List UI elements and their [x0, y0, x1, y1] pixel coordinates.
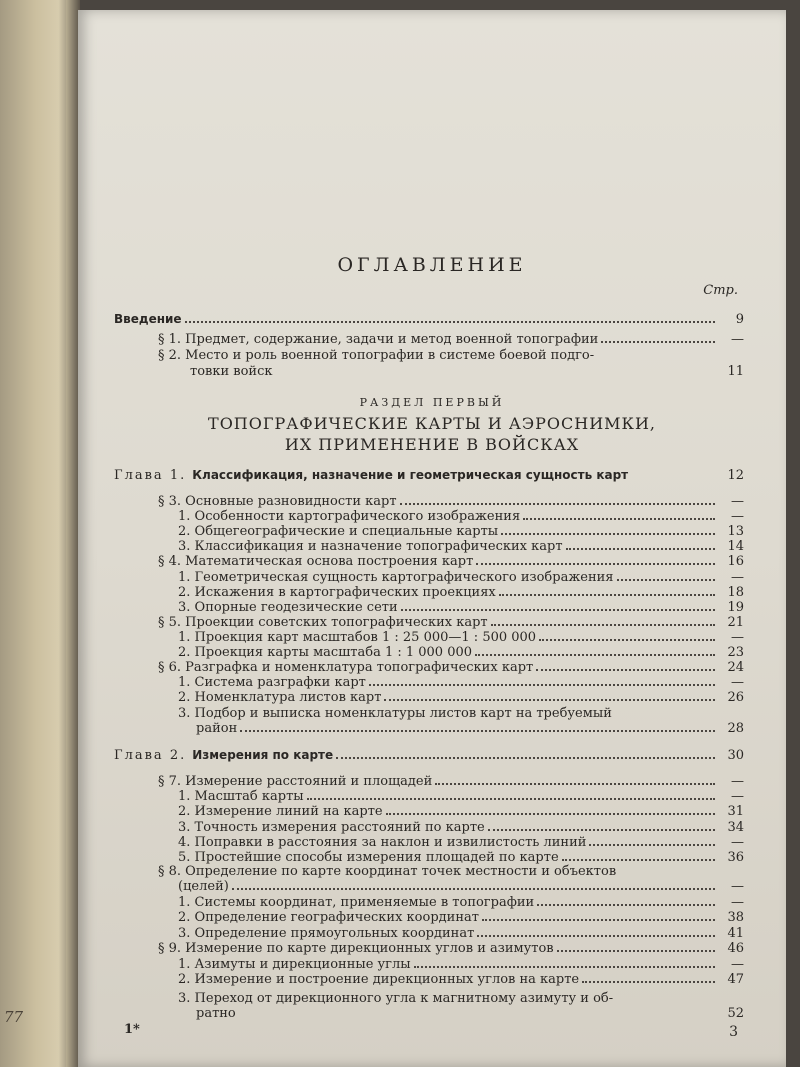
toc-entry-label: § 1. Предмет, содержание, задачи и метод военной топографии [158, 332, 599, 347]
toc-section-entry[interactable] [158, 942, 744, 956]
toc-entry-label: § 3. Основные разновидности карт [158, 494, 397, 509]
leader-dots [477, 934, 715, 937]
book-page [78, 10, 786, 1067]
toc-section-entry[interactable] [158, 661, 744, 675]
toc-page: — [731, 494, 744, 509]
section-title-line-1: ТОПОГРАФИЧЕСКИЕ КАРТЫ И АЭРОСНИМКИ, [208, 414, 656, 433]
toc-entry-label: 1. Масштаб карты [178, 789, 304, 805]
leader-dots [482, 918, 715, 921]
toc-subentry[interactable] [178, 836, 744, 850]
leader-dots [536, 668, 715, 671]
leader-dots [307, 797, 715, 800]
chapter-prefix: Глава 1. [114, 468, 187, 483]
toc-entry-label: 5. Простейшие способы измерения площадей по карте [178, 850, 559, 865]
toc-page: 34 [727, 819, 744, 835]
toc-page: — [731, 879, 744, 894]
leader-dots [539, 638, 715, 641]
toc-entry[interactable] [178, 880, 744, 894]
toc-subentry[interactable] [178, 927, 744, 941]
toc-section-entry[interactable] [158, 775, 744, 789]
toc-entry-label: 1. Системы координат, применяемые в топографии [178, 895, 535, 910]
toc-page: 38 [727, 910, 744, 926]
toc-entry-label: § 6. Разграфка и номенклатура топографических карт [158, 660, 534, 676]
toc-page: 23 [727, 645, 744, 660]
toc-entry-label: 1. Проекция карт масштабов 1 : 25 000—1 : 500 000 [178, 629, 537, 645]
toc-subentry[interactable] [178, 510, 744, 524]
toc-entry-label: 1. Азимуты и дирекционные углы [178, 956, 411, 972]
toc-entry-label: 2. Номенклатура листов карт [178, 690, 382, 706]
leader-dots [369, 683, 715, 686]
toc-page: 21 [727, 614, 744, 630]
toc-subentry[interactable] [178, 911, 744, 925]
toc-entry-continuation: район [196, 721, 238, 736]
section-title-line-2: ИХ ПРИМЕНЕНИЕ В ВОЙСКАХ [284, 435, 580, 454]
toc-page: — [731, 509, 744, 525]
toc-page: — [731, 332, 744, 347]
toc-subentry[interactable] [178, 691, 744, 705]
leader-dots [566, 547, 715, 550]
toc-page: 31 [727, 804, 744, 820]
toc-page: 26 [727, 690, 744, 706]
chapter-title: Классификация, назначение и геометрическая сущность карт [192, 468, 629, 482]
toc-subentry[interactable] [178, 821, 744, 835]
toc-page: 11 [727, 364, 744, 379]
toc-entry-label: 3. Опорные геодезические сети [178, 599, 398, 615]
toc-entry-label: 2. Проекция карты масштаба 1 : 1 000 000 [178, 645, 473, 660]
toc-entry-label: 2. Измерение линий на карте [178, 804, 383, 820]
toc-entry-label: 1. Система разграфки карт [178, 675, 366, 691]
toc-entry[interactable] [196, 1007, 744, 1021]
toc-page: 41 [727, 925, 744, 941]
toc-entry-label[interactable]: § 8. Определение по карте координат точек местности и объектов [158, 864, 617, 879]
toc-entry-label: 2. Измерение и построение дирекционных углов на карте [178, 972, 580, 987]
margin-mark: 77 [4, 1008, 24, 1026]
toc-page: 14 [727, 539, 744, 555]
toc-entry[interactable] [190, 365, 744, 379]
leader-dots [601, 340, 715, 343]
page-number: 3 [729, 1024, 738, 1040]
toc-page: — [731, 834, 744, 850]
toc-page: 36 [727, 850, 744, 865]
leader-space [631, 478, 715, 479]
toc-entry-continuation: (целей) [178, 879, 229, 894]
leader-dots [562, 858, 715, 861]
leader-dots [488, 828, 715, 831]
section-label: РАЗДЕЛ ПЕРВЫЙ [359, 396, 505, 409]
page-column-header: Стр. [703, 283, 738, 298]
leader-dots [232, 887, 715, 890]
toc-entry-label: § 5. Проекции советских топографических карт [158, 614, 488, 630]
leader-space [275, 374, 715, 375]
leader-dots [401, 608, 715, 611]
chapter-title: Измерения по карте [192, 748, 334, 762]
toc-page: 24 [727, 660, 744, 676]
toc-subentry[interactable] [178, 676, 744, 690]
toc-entry-label: 1. Особенности картографического изображения [178, 509, 521, 525]
toc-section-entry[interactable] [158, 616, 744, 630]
leader-dots [386, 812, 715, 815]
leader-dots [499, 593, 715, 596]
toc-page: — [731, 629, 744, 645]
toc-entry-label: 3. Определение прямоугольных координат [178, 925, 475, 941]
leader-dots [523, 517, 715, 520]
toc-page: 46 [727, 941, 744, 957]
toc-page: 18 [727, 584, 744, 600]
leader-dots [491, 623, 715, 626]
leader-dots [617, 578, 715, 581]
toc-subentry[interactable] [178, 601, 744, 615]
leader-dots [384, 698, 715, 701]
toc-subentry[interactable] [178, 586, 744, 600]
toc-entry-label: 2. Искажения в картографических проекциях [178, 584, 496, 600]
leader-dots [475, 653, 715, 656]
leader-dots [589, 843, 715, 846]
toc-page: 12 [727, 468, 744, 483]
leader-dots [400, 502, 715, 505]
toc-page: — [731, 895, 744, 910]
toc-section-entry[interactable] [158, 555, 744, 569]
toc-subentry[interactable] [178, 958, 744, 972]
toc-page: — [731, 675, 744, 691]
toc-chapter-2[interactable] [114, 748, 744, 763]
toc-entry-label[interactable]: § 2. Место и роль военной топографии в системе боевой подго- [158, 348, 595, 363]
toc-subentry[interactable] [178, 525, 744, 539]
toc-entry-label: § 4. Математическая основа построения карт [158, 554, 474, 570]
toc-page: 16 [727, 554, 744, 570]
toc-subentry[interactable] [178, 790, 744, 804]
leader-dots [435, 782, 715, 785]
toc-entry-continuation: товки войск [190, 364, 273, 379]
toc-entry-label: § 7. Измерение расстояний и площадей [158, 774, 433, 789]
toc-page: 47 [727, 972, 744, 987]
toc-entry-label: 3. Точность измерения расстояний по карте [178, 819, 485, 835]
toc-page: — [731, 774, 744, 789]
toc-entry-label: § 9. Измерение по карте дирекционных углов и азимутов [158, 941, 554, 957]
toc-page: 30 [727, 748, 744, 763]
toc-chapter-1[interactable] [114, 468, 744, 483]
leader-dots [537, 903, 715, 906]
toc-entry-label: 2. Общегеографические и специальные карты [178, 524, 499, 540]
toc-entry-label[interactable]: 3. Подбор и выписка номенклатуры листов карт на требуемый [178, 706, 612, 721]
toc-entry-label[interactable]: 3. Переход от дирекционного угла к магнитному азимуту и об- [178, 991, 614, 1006]
toc-entry[interactable] [158, 333, 744, 347]
toc-page: — [731, 956, 744, 972]
signature-mark: 1* [124, 1022, 140, 1037]
leader-dots [557, 949, 715, 952]
toc-page: 9 [735, 312, 744, 327]
toc-subentry[interactable] [178, 631, 744, 645]
toc-subentry[interactable] [178, 973, 744, 987]
toc-entry-label: 4. Поправки в расстояния за наклон и извилистость линий [178, 834, 587, 850]
toc-subentry[interactable] [178, 896, 744, 910]
toc-page: 19 [727, 599, 744, 615]
toc-entry-label: Введение [114, 312, 182, 326]
toc-entry-continuation: ратно [196, 1006, 236, 1021]
leader-dots [414, 965, 715, 968]
toc-subentry[interactable] [178, 805, 744, 819]
toc-section-entry[interactable] [158, 495, 744, 509]
toc-subentry[interactable] [178, 540, 744, 554]
toc-entry-label: 1. Геометрическая сущность картографического изображения [178, 569, 614, 585]
toc-subentry[interactable] [178, 646, 744, 660]
leader-dots [476, 562, 715, 565]
leader-dots [185, 320, 715, 323]
leader-dots [240, 729, 715, 732]
toc-page: — [731, 789, 744, 805]
page-title: ОГЛАВЛЕНИЕ [337, 254, 527, 276]
leader-space [239, 1016, 715, 1017]
toc-subentry[interactable] [178, 851, 744, 865]
toc-page: — [731, 569, 744, 585]
toc-page: 13 [727, 524, 744, 540]
leader-dots [336, 756, 715, 759]
toc-entry-label: 3. Классификация и назначение топографических карт [178, 539, 563, 555]
toc-entry-label: 2. Определение географических координат [178, 910, 479, 926]
toc-entry[interactable] [196, 722, 744, 736]
toc-page: 52 [727, 1006, 744, 1021]
chapter-prefix: Глава 2. [114, 748, 187, 763]
leader-dots [501, 532, 715, 535]
leader-dots [582, 980, 715, 983]
toc-entry-intro[interactable] [114, 312, 744, 327]
toc-subentry[interactable] [178, 571, 744, 585]
toc-page: 28 [727, 721, 744, 736]
